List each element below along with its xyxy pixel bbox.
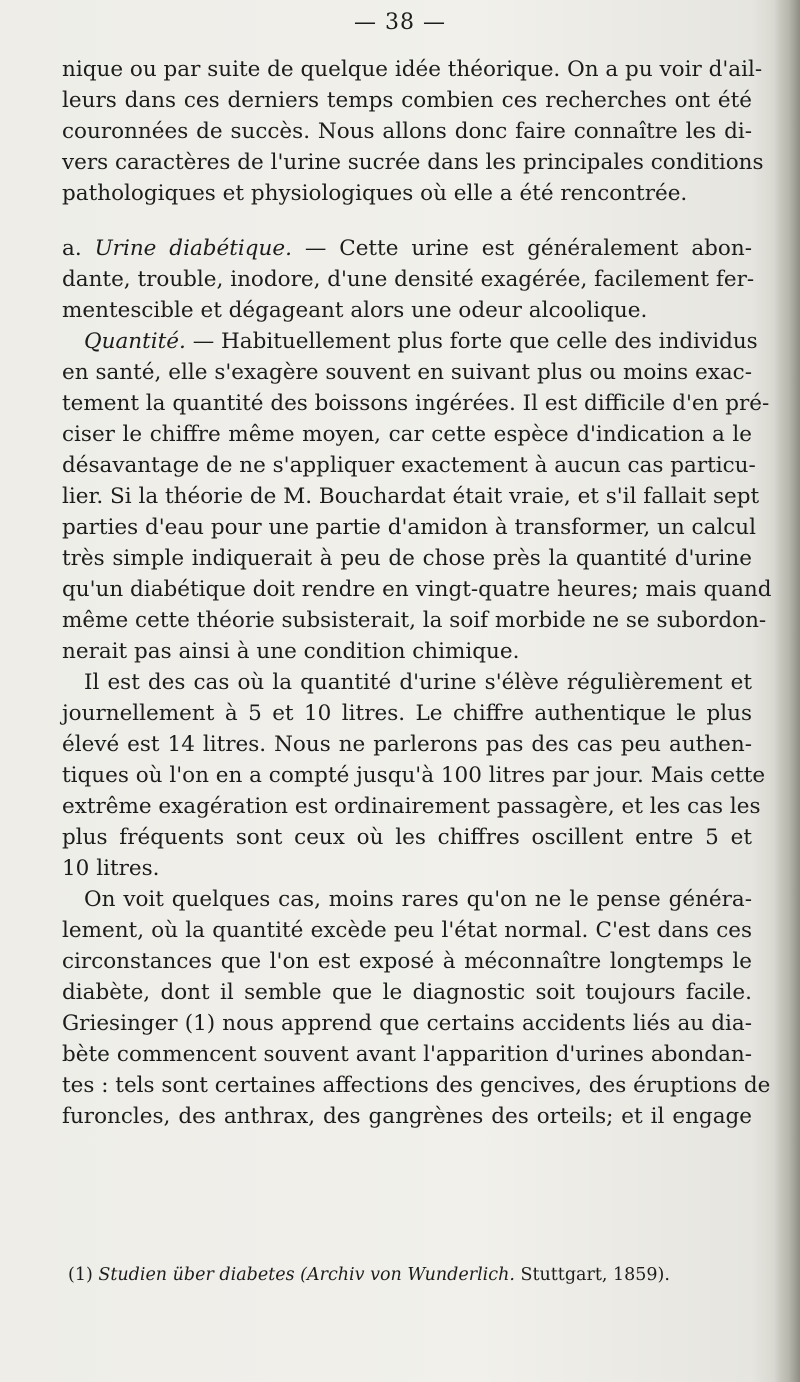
line-text: journellement à 5 et 10 litres. Le chiffre authentique le plus: [62, 701, 752, 726]
text-line: [62, 822, 752, 853]
line-text: lement, où la quantité excède peu l'état normal. C'est dans ces: [62, 918, 752, 943]
line-italic: Quantité.: [84, 329, 186, 354]
text-line: [62, 233, 752, 264]
line-text: bète commencent souvent avant l'apparition d'urines abondan-: [62, 1042, 752, 1067]
line-text: diabète, dont il semble que le diagnostic soit toujours facile.: [62, 980, 752, 1005]
line-text: nique ou par suite de quelque idée théorique. On a pu voir d'ail-: [62, 57, 763, 82]
text-line: [62, 915, 752, 946]
text-line: [62, 264, 755, 295]
line-text: leurs dans ces derniers temps combien ces recherches ont été: [62, 88, 752, 113]
line-text: tement la quantité des boissons ingérées. Il est difficile d'en pré-: [62, 391, 770, 416]
text-line: [62, 760, 766, 791]
line-text: en santé, elle s'exagère souvent en suivant plus ou moins exac-: [62, 360, 752, 385]
text-line: [62, 853, 752, 884]
line-text: même cette théorie subsisterait, la soif morbide ne se subordon-: [62, 608, 767, 633]
footnote: [68, 1265, 748, 1285]
text-line: [62, 1039, 752, 1070]
footnote-marker: (1): [68, 1265, 99, 1285]
text-line: [62, 147, 764, 178]
text-line: [62, 667, 752, 698]
line-text: lier. Si la théorie de M. Bouchardat était vraie, et s'il fallait sept: [62, 484, 760, 509]
line-text: a.: [62, 236, 95, 261]
text-line: [62, 729, 752, 760]
text-line: [62, 450, 756, 481]
line-text: dante, trouble, inodore, d'une densité exagérée, facilement fer-: [62, 267, 755, 292]
line-text: Il est des cas où la quantité d'urine s'élève régulièrement et: [84, 670, 752, 695]
text-line: [62, 605, 767, 636]
text-line: [62, 946, 752, 977]
line-text: Griesinger (1) nous apprend que certains accidents liés au dia-: [62, 1011, 752, 1036]
text-line: [62, 481, 760, 512]
text-line: [62, 116, 752, 147]
line-rest: — Cette urine est généralement abon-: [291, 236, 752, 261]
text-line: [62, 1101, 752, 1132]
text-line: [62, 698, 752, 729]
text-line: [62, 636, 752, 667]
page-number: — 38 —: [354, 10, 446, 35]
line-rest: — Habituellement plus forte que celle des individus: [185, 329, 758, 354]
text-line: [62, 977, 752, 1008]
text-line: [62, 574, 772, 605]
line-text: qu'un diabétique doit rendre en vingt-quatre heures; mais quand: [62, 577, 772, 602]
text-line: [62, 326, 758, 357]
text-line: [62, 419, 752, 450]
line-text: élevé est 14 litres. Nous ne parlerons pas des cas peu authen-: [62, 732, 752, 757]
line-text: mentescible et dégageant alors une odeur alcoolique.: [62, 298, 648, 323]
text-line: [62, 295, 752, 326]
text-line: [62, 1070, 771, 1101]
text-line: [62, 791, 761, 822]
line-text: circonstances que l'on est exposé à méconnaître longtemps le: [62, 949, 752, 974]
line-text: tes : tels sont certaines affections des gencives, des éruptions de: [62, 1073, 771, 1098]
body-text: [62, 54, 772, 1132]
text-line: [62, 884, 752, 915]
line-text: vers caractères de l'urine sucrée dans les principales conditions: [62, 150, 764, 175]
line-text: ciser le chiffre même moyen, car cette espèce d'indication a le: [62, 422, 752, 447]
text-line: [62, 54, 763, 85]
line-text: On voit quelques cas, moins rares qu'on ne le pense généra-: [84, 887, 752, 912]
line-text: extrême exagération est ordinairement passagère, et les cas les: [62, 794, 761, 819]
text-line: [62, 543, 752, 574]
text-line: [62, 512, 757, 543]
line-text: désavantage de ne s'appliquer exactement à aucun cas particu-: [62, 453, 756, 478]
footnote-source: Stuttgart, 1859).: [514, 1265, 670, 1285]
text-line: [62, 1008, 752, 1039]
line-text: couronnées de succès. Nous allons donc faire connaître les di-: [62, 119, 752, 144]
line-text: très simple indiquerait à peu de chose près la quantité d'urine: [62, 546, 752, 571]
text-line: [62, 85, 752, 116]
line-text: plus fréquents sont ceux où les chiffres oscillent entre 5 et: [62, 825, 752, 850]
text-line: [62, 357, 752, 388]
line-text: 10 litres.: [62, 856, 160, 881]
line-text: parties d'eau pour une partie d'amidon à transformer, un calcul: [62, 515, 757, 540]
line-italic: Urine diabétique.: [94, 236, 292, 261]
text-line: [62, 178, 752, 209]
line-text: pathologiques et physiologiques où elle a été rencontrée.: [62, 181, 688, 206]
page-edge-shadow: [774, 0, 800, 1382]
footnote-title: Studien über diabetes (Archiv von Wunderlich.: [98, 1265, 515, 1285]
text-line: [62, 388, 770, 419]
line-text: furoncles, des anthrax, des gangrènes des orteils; et il engage: [62, 1104, 752, 1129]
line-text: tiques où l'on en a compté jusqu'à 100 litres par jour. Mais cette: [62, 763, 766, 788]
line-text: nerait pas ainsi à une condition chimique.: [62, 639, 520, 664]
